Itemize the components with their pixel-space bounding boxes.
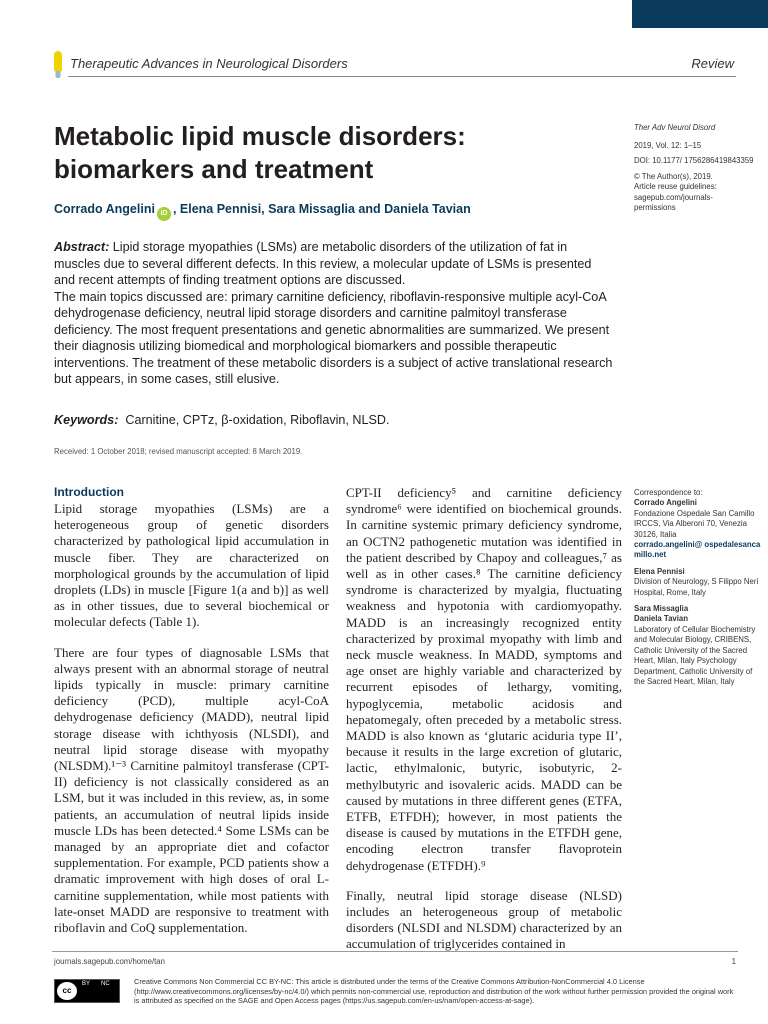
right-para-2: Finally, neutral lipid storage disease (NLSD) includes an heterogeneous group of metabolic disorders (NLSDI and NLSDM) characterized by an accumulation of triglycerides contained in [346,887,622,952]
corr-address-2: Division of Neurology, S Filippo Neri Hospital, Rome, Italy [634,577,759,597]
author-list [54,202,471,221]
copyright [634,172,754,214]
body-column-right [346,485,622,967]
correspondence-group-2 [634,567,762,598]
article-type: Review [691,56,734,71]
abstract [54,239,614,388]
intro-para-1: Lipid storage myopathies (LSMs) are a heterogeneous group of genetic disorders characterized by pathological lipid accumulation in muscle fiber. They are characterized on morphological grounds by the accumulation of lipid droplets (LDs) in muscle [Figure 1(a and b)] as well as in other tissues, due to several biochemical or molecular defects (Table 1). [54,501,329,630]
corr-email[interactable]: corrado.angelini@ ospedalesancamillo.net [634,540,761,560]
journal-logo-icon [53,51,63,79]
journal-abbreviation: Ther Adv Neurol Disord [634,123,716,132]
received-dates: Received: 1 October 2018; revised manuscript accepted: 8 March 2019. [54,447,303,456]
corr-address-1: Fondazione Ospedale San Camillo IRCCS, Via Alberoni 70, Venezia 30126, Italia [634,508,755,539]
abstract-text-1: Lipid storage myopathies (LSMs) are metabolic disorders of the utilization of fat in muscles due to several different defects. In this review, a molecular update of LSMs is presented and recent attempts of finding treatment options are discussed. [54,240,592,287]
correspondence-group-1 [634,488,762,561]
article-title [54,120,594,186]
keywords-label: Keywords: [54,413,119,427]
footer-divider [52,951,738,952]
right-para-1: CPT-II deficiency⁵ and carnitine deficiency syndrome⁶ were identified on biochemical grounds. In carnitine systemic primary deficiency syndrome, an OCTN2 pathogenetic mutation was identified in the patient described by Chapoy and colleagues,⁷ as well as in other cases.⁸ The carnitine deficiency syndrome is characterized by myalgia, fluctuating weakness and hypotonia with cardiomyopathy. MADD is an increasingly recognized entity characterized by proximal myopathy with limb and neck muscle weakness. In MADD, symptoms and age onset are highly variable and characterized by recurrent episodes of lethargy, vomiting, hypoglycemia, metabolic acidosis and hepatomegaly, often preceded by a metabolic stress. MADD is also known as ‘glutaric aciduria type II’, because it results in the large excretion of glutaric, lactic, ethylmalonic, butyric, isobutyric, 2-methylbutyric and isovaleric acids. MADD can be caused by mutations in three different genes (ETFA, ETFB, ETFDH); however, in most patients the disease is caused by mutations in the ETFDH gene, encoding electron transfer flavoprotein dehydrogenase (ETFDH).⁹ [346,485,622,873]
body-column-left [54,485,329,950]
corner-accent-block [632,0,768,28]
corr-name-4: Daniela Tavian [634,614,689,624]
cc-nc-label: NC [101,981,110,987]
keywords [54,413,390,427]
cc-mark: cc [57,982,77,1000]
doi[interactable]: DOI: 10.1177/ 1756286419843359 [634,156,754,165]
abstract-para-2: The main topics discussed are: primary carnitine deficiency, riboflavin-responsive multiple acyl-CoA dehydrogenase deficiency, neutral lipid storage disorders and carnitine palmitoyl transferase deficiency. The most frequent presentations and genetic abnormalities are summarized. We present their diagnosis utilizing biomedical and morphological biomarkers and possible therapeutic interventions. The treatment of these metabolic disorders is a subject of active translational research but appears, in some cases, still elusive. [54,289,613,386]
corr-name-1: Corrado Angelini [634,498,697,508]
correspondence-group-3 [634,604,762,687]
journal-name[interactable]: Therapeutic Advances in Neurological Disorders [70,56,348,71]
author-rest[interactable]: , Elena Pennisi, Sara Missaglia and Daniela Tavian [172,202,471,216]
corr-address-3: Laboratory of Cellular Biochemistry and Molecular Biology, CRIBENS, Catholic University of the Sacred Heart, Milan, Italy Psychology Department, Catholic University of the Sacred Heart, Milan, Italy [634,624,756,686]
reuse-guidelines[interactable]: Article reuse guidelines: sagepub.com/journals-permissions [634,182,717,212]
copyright-text: © The Author(s), 2019. [634,171,713,181]
corr-name-2: Elena Pennisi [634,566,685,576]
license-text: Creative Commons Non Commercial CC BY-NC: This article is distributed under the terms of the Creative Commons Attribution-NonCommercial 4.0 License (http://www.creativecommons.org/licenses/by-nc/4.0/) which permits non-commercial use, reproduction and distribution of the work without further permission provided the original work is attributed as specified on the SAGE and Open Access pages (https://us.sagepub.com/en-us/nam/open-access-at-sage). [134,977,734,1006]
volume-info: 2019, Vol. 12: 1–15 [634,140,702,150]
section-heading-introduction: Introduction [54,485,124,499]
corr-name-3: Sara Missaglia [634,604,689,614]
orcid-icon[interactable]: iD [157,207,171,221]
article-meta-sidebar [634,123,754,219]
correspondence-block [634,488,762,693]
cc-license-icon[interactable] [54,979,120,1003]
header-divider [68,76,736,77]
abstract-label: Abstract: [54,240,110,254]
journal-url[interactable]: journals.sagepub.com/home/tan [54,957,165,966]
title-line-2: biomarkers and treatment [54,154,374,184]
author-first[interactable]: Corrado Angelini [54,202,155,216]
title-line-1: Metabolic lipid muscle disorders: [54,121,466,151]
intro-para-2: There are four types of diagnosable LSMs that always present with an abnormal storage of neutral lipids typically in muscle: primary carnitine deficiency (PCD), multiple acyl-CoA dehydrogenase deficiency (MADD), neutral lipid storage disease with ichthyosis (NLSDI), and neutral lipid storage disease with myopathy (NLSDM).¹⁻³ Carnitine palmitoyl transferase (CPT-II) deficiency is not classically considered as an LSM, but it was included in this review, as, in some patients, an accumulation of neutral lipids inside muscle LDs has been detected.⁴ Some LSMs can be managed by an appropriate diet and cofactor supplementation. For example, PCD patients show a dramatic improvement with high doses of oral L-carnitine supplementation, while most patients with late-onset MADD are responsive to treatment with riboflavin and CoQ supplementation. [54,644,329,936]
cc-by-label: BY [82,981,91,987]
page-number: 1 [731,957,736,966]
journal-header [50,56,736,80]
abstract-para-1 [54,239,614,289]
correspondence-label: Correspondence to: [634,488,703,497]
keywords-text: Carnitine, CPTz, β-oxidation, Riboflavin, NLSD. [125,413,390,427]
